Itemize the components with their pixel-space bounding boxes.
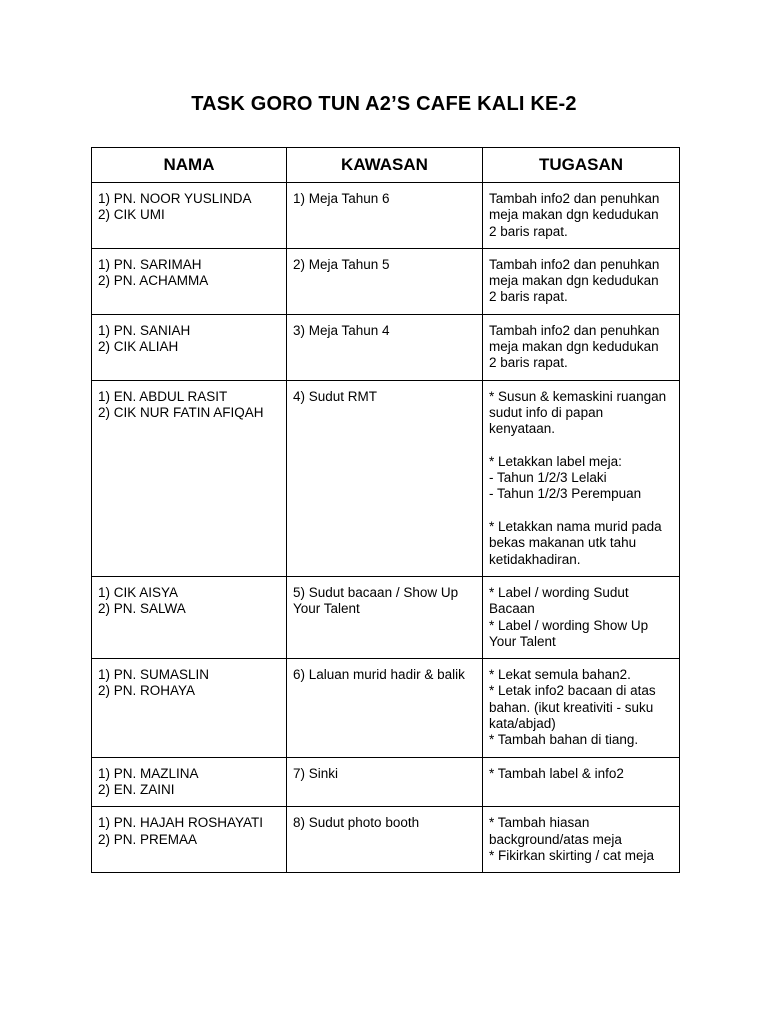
cell-kawasan: 3) Meja Tahun 4 (287, 314, 483, 380)
cell-tugasan: * Label / wording Sudut Bacaan * Label / wording Show Up Your Talent (483, 576, 680, 658)
cell-kawasan: 5) Sudut bacaan / Show Up Your Talent (287, 576, 483, 658)
cell-nama: 1) PN. NOOR YUSLINDA 2) CIK UMI (92, 183, 287, 249)
header-tugasan: TUGASAN (483, 148, 680, 183)
cell-nama: 1) PN. SARIMAH 2) PN. ACHAMMA (92, 248, 287, 314)
cell-nama: 1) CIK AISYA 2) PN. SALWA (92, 576, 287, 658)
cell-kawasan: 4) Sudut RMT (287, 380, 483, 576)
table-row (92, 757, 680, 807)
table-row (92, 183, 680, 249)
cell-tugasan: * Susun & kemaskini ruangan sudut info di papan kenyataan. * Letakkan label meja: - Tahun 1/2/3 Lelaki - Tahun 1/2/3 Perempuan * Letakkan nama murid pada bekas makanan utk tahu ketidakhadiran. (483, 380, 680, 576)
table-row (92, 248, 680, 314)
cell-nama: 1) PN. SUMASLIN 2) PN. ROHAYA (92, 659, 287, 757)
cell-tugasan: Tambah info2 dan penuhkan meja makan dgn kedudukan 2 baris rapat. (483, 248, 680, 314)
duty-table (91, 147, 680, 873)
cell-kawasan: 2) Meja Tahun 5 (287, 248, 483, 314)
table-row (92, 380, 680, 576)
table-row (92, 314, 680, 380)
cell-nama: 1) EN. ABDUL RASIT 2) CIK NUR FATIN AFIQAH (92, 380, 287, 576)
table-row (92, 807, 680, 873)
table-row (92, 659, 680, 757)
table-header-row (92, 148, 680, 183)
cell-kawasan: 7) Sinki (287, 757, 483, 807)
header-kawasan: KAWASAN (287, 148, 483, 183)
cell-kawasan: 6) Laluan murid hadir & balik (287, 659, 483, 757)
cell-kawasan: 1) Meja Tahun 6 (287, 183, 483, 249)
cell-nama: 1) PN. MAZLINA 2) EN. ZAINI (92, 757, 287, 807)
cell-tugasan: Tambah info2 dan penuhkan meja makan dgn kedudukan 2 baris rapat. (483, 314, 680, 380)
cell-tugasan: * Tambah label & info2 (483, 757, 680, 807)
table-row (92, 576, 680, 658)
document-title: TASK GORO TUN A2’S CAFE KALI KE-2 (191, 93, 577, 115)
cell-nama: 1) PN. HAJAH ROSHAYATI 2) PN. PREMAA (92, 807, 287, 873)
cell-kawasan: 8) Sudut photo booth (287, 807, 483, 873)
cell-nama: 1) PN. SANIAH 2) CIK ALIAH (92, 314, 287, 380)
cell-tugasan: Tambah info2 dan penuhkan meja makan dgn kedudukan 2 baris rapat. (483, 183, 680, 249)
cell-tugasan: * Tambah hiasan background/atas meja * Fikirkan skirting / cat meja (483, 807, 680, 873)
cell-tugasan: * Lekat semula bahan2. * Letak info2 bacaan di atas bahan. (ikut kreativiti - suku kata/abjad) * Tambah bahan di tiang. (483, 659, 680, 757)
header-nama: NAMA (92, 148, 287, 183)
